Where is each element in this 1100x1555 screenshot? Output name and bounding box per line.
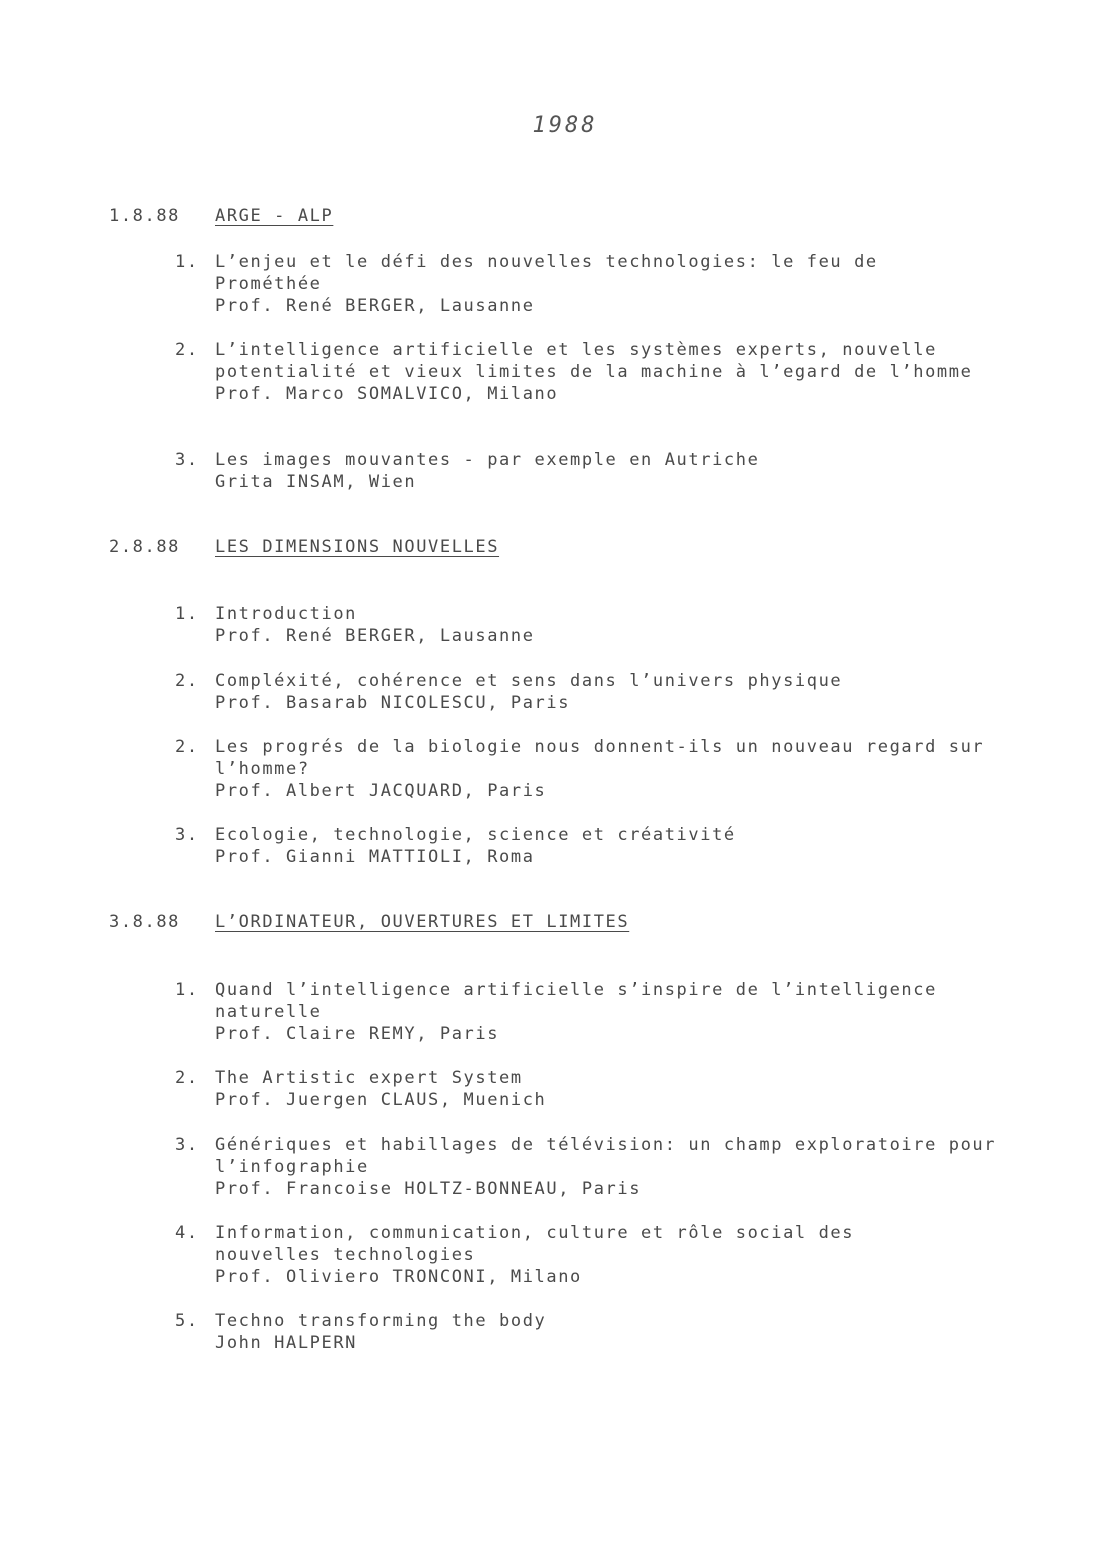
talk-speaker: Prof. Oliviero TRONCONI, Milano (215, 1267, 582, 1287)
talk-speaker: John HALPERN (215, 1333, 358, 1353)
talk-title: L’intelligence artificielle et les systèmes experts, nouvelle potentialité et vieux limites de la machine à l’egard de l’homme (215, 340, 973, 382)
page-year-heading: 1988 (532, 113, 598, 138)
talk-number: 2. (175, 1068, 199, 1088)
talk-speaker: Prof. Marco SOMALVICO, Milano (215, 384, 559, 404)
talk-title: Introduction (215, 604, 358, 624)
talk-title: L’enjeu et le défi des nouvelles technologies: le feu de Prométhée (215, 252, 878, 294)
talk-title: Ecologie, technologie, science et créativité (215, 825, 736, 845)
talk-number: 3. (175, 1135, 199, 1155)
talk-title: Quand l’intelligence artificielle s’inspire de l’intelligence naturelle (215, 980, 937, 1022)
session-1 (0, 206, 1100, 228)
session-header (0, 912, 1100, 934)
session-title: L’ORDINATEUR, OUVERTURES ET LIMITES (215, 912, 630, 932)
talk-number: 4. (175, 1223, 199, 1243)
talk-speaker: Prof. Basarab NICOLESCU, Paris (215, 693, 571, 713)
session-date: 1.8.88 (109, 206, 181, 226)
session-3 (0, 912, 1100, 934)
talk-speaker: Prof. Albert JACQUARD, Paris (215, 781, 547, 801)
session-header (0, 206, 1100, 228)
session-title: ARGE - ALP (215, 206, 334, 226)
talk-title: Les images mouvantes - par exemple en Autriche (215, 450, 760, 470)
talk-title: Génériques et habillages de télévision: un champ exploratoire pour l’infographie (215, 1135, 997, 1177)
session-title: LES DIMENSIONS NOUVELLES (215, 537, 500, 557)
talk-number: 2. (175, 340, 199, 360)
talk-speaker: Prof. Juergen CLAUS, Muenich (215, 1090, 547, 1110)
talk-title: Compléxité, cohérence et sens dans l’univers physique (215, 671, 843, 691)
talk-title: Information, communication, culture et rôle social des nouvelles technologies (215, 1223, 855, 1265)
session-header (0, 537, 1100, 559)
session-date: 3.8.88 (109, 912, 181, 932)
talk-number: 2. (175, 737, 199, 757)
talk-number: 3. (175, 450, 199, 470)
talk-number: 1. (175, 252, 199, 272)
talk-number: 3. (175, 825, 199, 845)
talk-title: The Artistic expert System (215, 1068, 523, 1088)
talk-number: 1. (175, 980, 199, 1000)
session-date: 2.8.88 (109, 537, 181, 557)
talk-title: Techno transforming the body (215, 1311, 547, 1331)
talk-speaker: Prof. René BERGER, Lausanne (215, 296, 535, 316)
talk-speaker: Grita INSAM, Wien (215, 472, 417, 492)
talk-speaker: Prof. Gianni MATTIOLI, Roma (215, 847, 535, 867)
talk-speaker: Prof. Claire REMY, Paris (215, 1024, 500, 1044)
talk-speaker: Prof. Francoise HOLTZ-BONNEAU, Paris (215, 1179, 642, 1199)
talk-number: 1. (175, 604, 199, 624)
talk-number: 5. (175, 1311, 199, 1331)
talk-number: 2. (175, 671, 199, 691)
talk-speaker: Prof. René BERGER, Lausanne (215, 626, 535, 646)
talk-title: Les progrés de la biologie nous donnent-ils un nouveau regard sur l’homme? (215, 737, 985, 779)
session-2 (0, 537, 1100, 559)
